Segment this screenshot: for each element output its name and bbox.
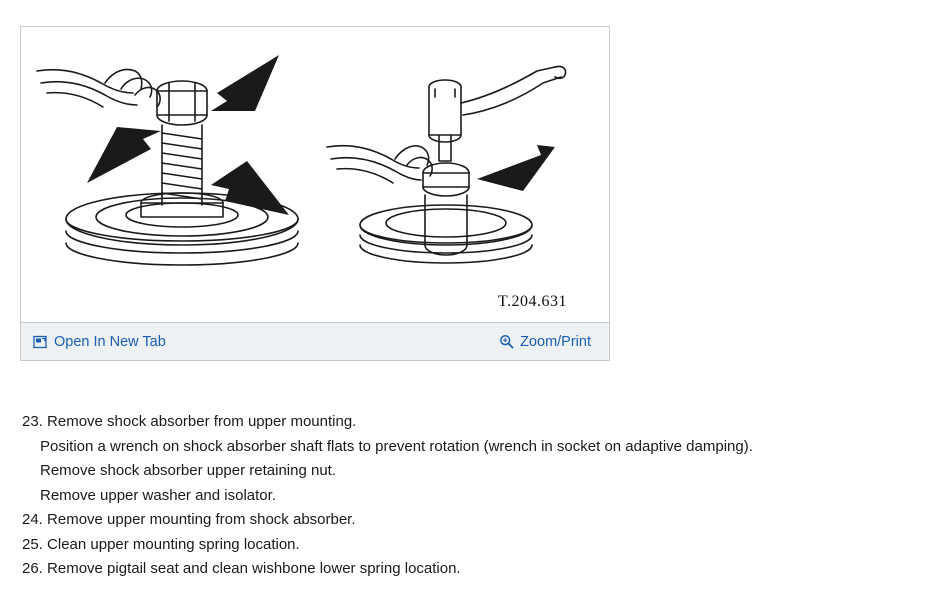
zoom-print-button[interactable]	[499, 334, 591, 350]
step-number: 24.	[22, 511, 43, 528]
instruction-step	[22, 410, 922, 435]
figure-image	[21, 27, 609, 323]
open-in-new-tab-icon	[33, 334, 48, 349]
instruction-subline: Position a wrench on shock absorber shaft flats to prevent rotation (wrench in socket on adaptive damping).	[40, 437, 753, 455]
zoom-print-label: Zoom/Print	[520, 333, 591, 350]
instruction-step	[22, 533, 922, 558]
figure-toolbar	[21, 322, 609, 360]
instruction-step	[22, 557, 922, 582]
instruction-subline: Remove shock absorber upper retaining nut.	[40, 462, 337, 479]
figure-panel	[20, 26, 610, 361]
technical-illustration	[21, 27, 609, 323]
step-number: 26.	[22, 560, 43, 577]
figure-caption: T.204.631	[497, 293, 567, 310]
step-text: Remove shock absorber from upper mounting.	[47, 413, 357, 430]
open-in-new-tab-button[interactable]	[33, 334, 166, 350]
instruction-step	[22, 508, 922, 533]
instruction-subline: Remove upper washer and isolator.	[40, 486, 276, 504]
open-in-new-tab-label: Open In New Tab	[54, 333, 166, 350]
instruction-list	[22, 410, 922, 582]
magnifier-icon	[499, 334, 514, 349]
step-number: 25.	[22, 535, 43, 553]
step-text: Clean upper mounting spring location.	[47, 535, 300, 553]
step-text: Remove pigtail seat and clean wishbone lower spring location.	[47, 560, 461, 577]
step-text: Remove upper mounting from shock absorber.	[47, 511, 356, 528]
step-number: 23.	[22, 413, 43, 430]
